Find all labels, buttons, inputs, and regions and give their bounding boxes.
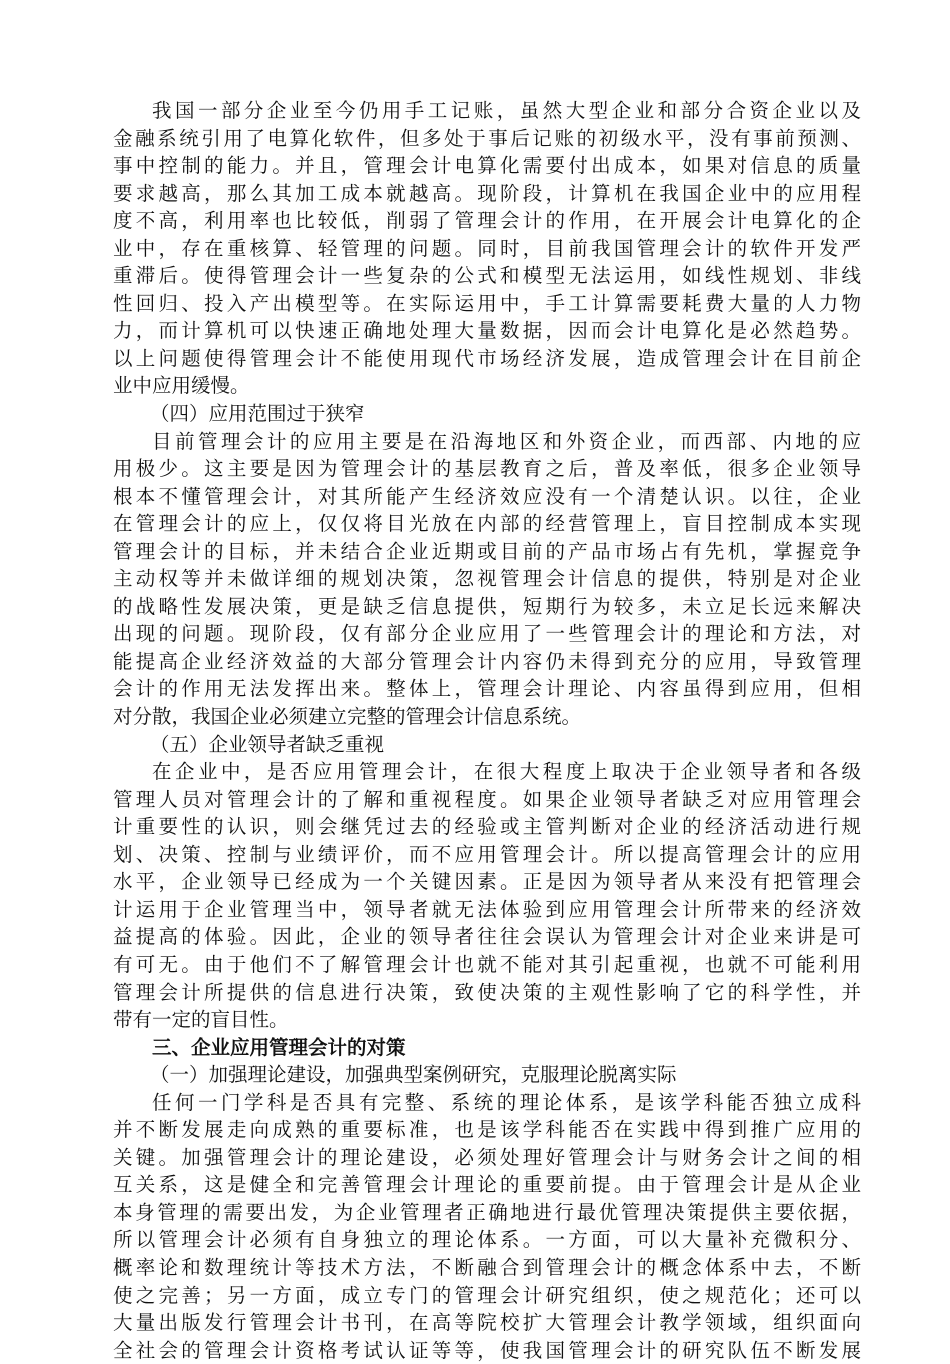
paragraph-line: 重滞后。使得管理会计一些复杂的公式和模型无法运用，如线性规划、非线 [113, 264, 861, 288]
paragraph-line: 计重要性的认识，则会继凭过去的经验或主管判断对企业的经济活动进行规 [113, 815, 861, 839]
paragraph-line: 在企业中，是否应用管理会计，在很大程度上取决于企业领导者和各级 [152, 760, 861, 784]
paragraph-line: 所以管理会计必须有自身独立的理论体系。一方面，可以大量补充微积分、 [113, 1228, 861, 1252]
paragraph-theory-building [113, 1089, 861, 1364]
paragraph-line: 概率论和数理统计等技术方法，不断融合到管理会计的概念体系中去，不断 [113, 1255, 861, 1279]
paragraph-line: 根本不懂管理会计，对其所能产生经济效应没有一个清楚认识。以往，企业 [113, 484, 861, 508]
paragraph-line: 全社会的管理会计资格考试认证等等，使我国管理会计的研究队伍不断发展 [113, 1338, 861, 1362]
paragraph-line: 水平，企业领导已经成为一个关键因素。正是因为领导者从来没有把管理会 [113, 870, 861, 894]
paragraph-line: 划、决策、控制与业绩评价，而不应用管理会计。所以提高管理会计的应用 [113, 842, 861, 866]
paragraph-line: 用极少。这主要是因为管理会计的基层教育之后，普及率低，很多企业领导 [113, 457, 861, 481]
paragraph-line: 有可无。由于他们不了解管理会计也就不能对其引起重视，也就不可能利用 [113, 952, 861, 976]
paragraph-line: 管理会计的目标，并未结合企业近期或目前的产品市场占有先机，掌握竞争 [113, 539, 861, 563]
paragraph-line: 会计的作用无法发挥出来。整体上，管理会计理论、内容虽得到应用，但相 [113, 677, 861, 701]
paragraph-line: 管理会计所提供的信息进行决策，致使决策的主观性影响了它的科学性，并 [113, 980, 861, 1004]
subheading-leadership: （五）企业领导者缺乏重视 [150, 732, 385, 756]
paragraph-line: 管理人员对管理会计的了解和重视程度。如果企业领导者缺乏对应用管理会 [113, 787, 861, 811]
paragraph-line: 任何一门学科是否具有完整、系统的理论体系，是该学科能否独立成科 [152, 1090, 861, 1114]
paragraph-line: 出现的问题。现阶段，仅有部分企业应用了一些管理会计的理论和方法，对 [113, 622, 861, 646]
paragraph-line: 大量出版发行管理会计书刊，在高等院校扩大管理会计教学领域，组织面向 [113, 1311, 861, 1335]
paragraph-line: 目前管理会计的应用主要是在沿海地区和外资企业，而西部、内地的应 [152, 429, 861, 453]
paragraph-line: 本身管理的需要出发，为企业管理者正确地进行最优管理决策提供主要依据， [113, 1200, 861, 1224]
paragraph-line: 业中应用缓慢。 [113, 374, 250, 398]
paragraph-line: 力，而计算机可以快速正确地处理大量数据，因而会计电算化是必然趋势。 [113, 319, 861, 343]
paragraph-line: 我国一部分企业至今仍用手工记账，虽然大型企业和部分合资企业以及 [152, 99, 861, 122]
paragraph-line: 计运用于企业管理当中，领导者就无法体验到应用管理会计所带来的经济效 [113, 897, 861, 921]
subheading-theory-building: （一）加强理论建设，加强典型案例研究，克服理论脱离实际 [150, 1063, 677, 1087]
paragraph-line: 关键。加强管理会计的理论建设，必须处理好管理会计与财务会计之间的相 [113, 1145, 861, 1169]
paragraph-line: 性回归、投入产出模型等。在实际运用中，手工计算需要耗费大量的人力物 [113, 291, 861, 315]
paragraph-line: 事中控制的能力。并且，管理会计电算化需要付出成本，如果对信息的质量 [113, 154, 861, 178]
paragraph-line: 带有一定的盲目性。 [113, 1008, 289, 1032]
paragraph-line: 使之完善；另一方面，成立专门的管理会计研究组织，使之规范化；还可以 [113, 1283, 861, 1307]
paragraph-line: 能提高企业经济效益的大部分管理会计内容仍未得到充分的应用，导致管理 [113, 649, 861, 673]
paragraph-line: 并不断发展走向成熟的重要标准，也是该学科能否在实践中得到推广应用的 [113, 1118, 861, 1142]
paragraph-line: 在管理会计的应上，仅仅将目光放在内部的经营管理上，盲目控制成本实现 [113, 512, 861, 536]
document-body [113, 97, 861, 1364]
subheading-narrow-scope: （四）应用范围过于狭窄 [150, 402, 365, 426]
paragraph-line: 对分散，我国企业必须建立完整的管理会计信息系统。 [113, 705, 582, 729]
paragraph-electronic-accounting [113, 97, 861, 400]
paragraph-line: 主动权等并未做详细的规划决策，忽视管理会计信息的提供，特别是对企业 [113, 567, 861, 591]
paragraph-line: 金融系统引用了电算化软件，但多处于事后记账的初级水平，没有事前预测、 [113, 126, 861, 150]
paragraph-line: 度不高，利用率也比较低，削弱了管理会计的作用，在开展会计电算化的企 [113, 209, 861, 233]
paragraph-narrow-scope [113, 428, 861, 731]
paragraph-leadership [113, 758, 861, 1033]
section-heading-countermeasures: 三、企业应用管理会计的对策 [152, 1035, 406, 1059]
paragraph-line: 的战略性发展决策，更是缺乏信息提供，短期行为较多，未立足长远来解决 [113, 594, 861, 618]
paragraph-line: 互关系，这是健全和完善管理会计理论的重要前提。由于管理会计是从企业 [113, 1173, 861, 1197]
paragraph-line: 以上问题使得管理会计不能使用现代市场经济发展，造成管理会计在目前企 [113, 346, 861, 370]
paragraph-line: 益提高的体验。因此，企业的领导者往往会误认为管理会计对企业来讲是可 [113, 925, 861, 949]
paragraph-line: 业中，存在重核算、轻管理的问题。同时，目前我国管理会计的软件开发严 [113, 236, 861, 260]
paragraph-line: 要求越高，那么其加工成本就越高。现阶段，计算机在我国企业中的应用程 [113, 181, 861, 205]
